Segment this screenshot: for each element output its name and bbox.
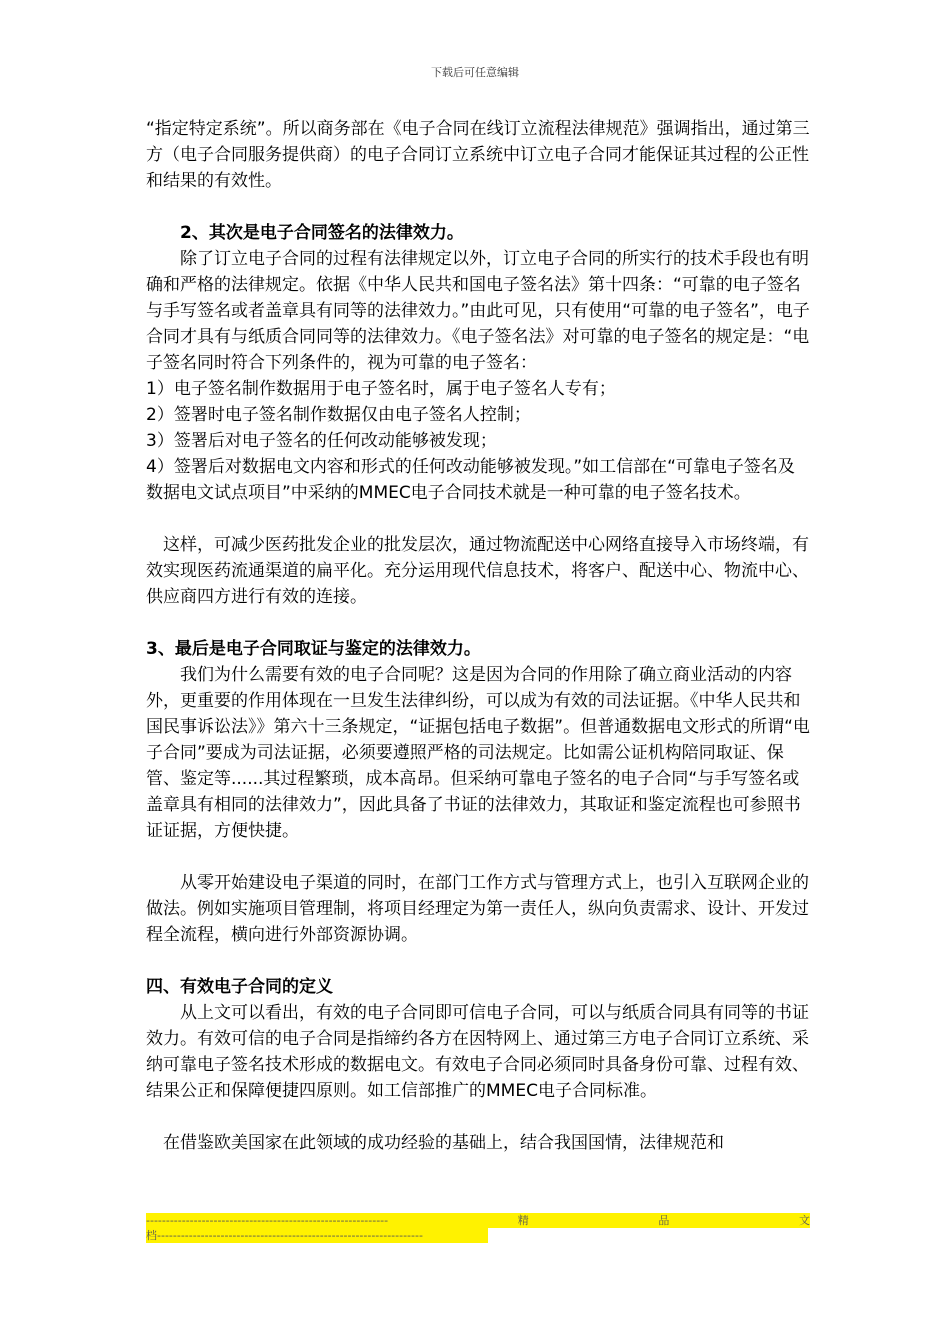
spacer <box>146 506 810 532</box>
section-heading-4: 四、有效电子合同的定义 <box>146 977 333 997</box>
paragraph-5: 从零开始建设电子渠道的同时，在部门工作方式与管理方式上，也引入互联网企业的做法。例如实施项目管理制，将项目经理定为第一责任人，纵向负责需求、设计、开发过程全流程，横向进行外部资源协调。 <box>146 873 809 945</box>
paragraph-1: “指定特定系统”。所以商务部在《电子合同在线订立流程法律规范》强调指出，通过第三方（电子合同服务提供商）的电子合同订立系统中订立电子合同才能保证其过程的公正性和结果的有效性。 <box>146 119 810 191</box>
spacer <box>146 610 810 636</box>
list-item-3: 3）签署后对电子签名的任何改动能够被发现； <box>146 431 497 451</box>
footer-line-2: 档------------------------------------------------------------------- <box>146 1228 488 1243</box>
spacer <box>146 844 810 870</box>
section-heading-3: 3、最后是电子合同取证与鉴定的法律效力。 <box>146 639 481 659</box>
footer-watermark <box>146 1213 810 1247</box>
spacer <box>146 948 810 974</box>
paragraph-7: 在借鉴欧美国家在此领域的成功经验的基础上，结合我国国情，法律规范和 <box>163 1133 724 1153</box>
footer-char-2: 品 <box>658 1214 670 1227</box>
paragraph-4: 我们为什么需要有效的电子合同呢？这是因为合同的作用除了确立商业活动的内容外，更重要的作用体现在一旦发生法律纠纷，可以成为有效的司法证据。《中华人民共和国民事诉讼法》》第六十三条规定，“证据包括电子数据”。但普通数据电文形式的所谓“电子合同”要成为司法证据，必须要遵照严格的司法规定。比如需公证机构陪同取证、保管、鉴定等......其过程繁琐，成本高昂。但采纳可靠电子签名的电子合同“与手写签名或盖章具有相同的法律效力”，因此具备了书证的法律效力，其取证和鉴定流程也可参照书证证据，方便快捷。 <box>146 665 810 841</box>
page-header-note: 下载后可任意编辑 <box>431 66 519 79</box>
spacer <box>146 194 810 220</box>
list-item-2: 2）签署时电子签名制作数据仅由电子签名人控制； <box>146 405 531 425</box>
footer-line-1 <box>146 1213 810 1228</box>
footer-dashes: ------------------------------------------------------------- <box>146 1214 389 1227</box>
list-item-1: 1）电子签名制作数据用于电子签名时，属于电子签名人专有； <box>146 379 616 399</box>
document-body <box>146 116 810 1156</box>
spacer <box>146 1104 810 1130</box>
paragraph-3: 这样，可减少医药批发企业的批发层次，通过物流配送中心网络直接导入市场终端，有效实现医药流通渠道的扁平化。充分运用现代信息技术，将客户、配送中心、物流中心、供应商四方进行有效的连接。 <box>146 535 809 607</box>
section-heading-2: 2、其次是电子合同签名的法律效力。 <box>180 223 464 243</box>
list-item-4: 4）签署后对数据电文内容和形式的任何改动能够被发现。”如工信部在“可靠电子签名及数据电文试点项目”中采纳的MMEC电子合同技术就是一种可靠的电子签名技术。 <box>146 457 795 503</box>
footer-char-1: 精 <box>517 1214 529 1227</box>
paragraph-6: 从上文可以看出，有效的电子合同即可信电子合同，可以与纸质合同具有同等的书证效力。有效可信的电子合同是指缔约各方在因特网上、通过第三方电子合同订立系统、采纳可靠电子签名技术形成的数据电文。有效电子合同必须同时具备身份可靠、过程有效、结果公正和保障便捷四原则。如工信部推广的MMEC电子合同标准。 <box>146 1003 809 1101</box>
paragraph-2: 除了订立电子合同的过程有法律规定以外，订立电子合同的所实行的技术手段也有明确和严格的法律规定。依据《中华人民共和国电子签名法》第十四条：“可靠的电子签名与手写签名或者盖章具有同等的法律效力。”由此可见，只有使用“可靠的电子签名”，电子合同才具有与纸质合同同等的法律效力。《电子签名法》对可靠的电子签名的规定是：“电子签名同时符合下列条件的，视为可靠的电子签名： <box>146 249 810 373</box>
footer-char-3: 文 <box>799 1214 810 1227</box>
